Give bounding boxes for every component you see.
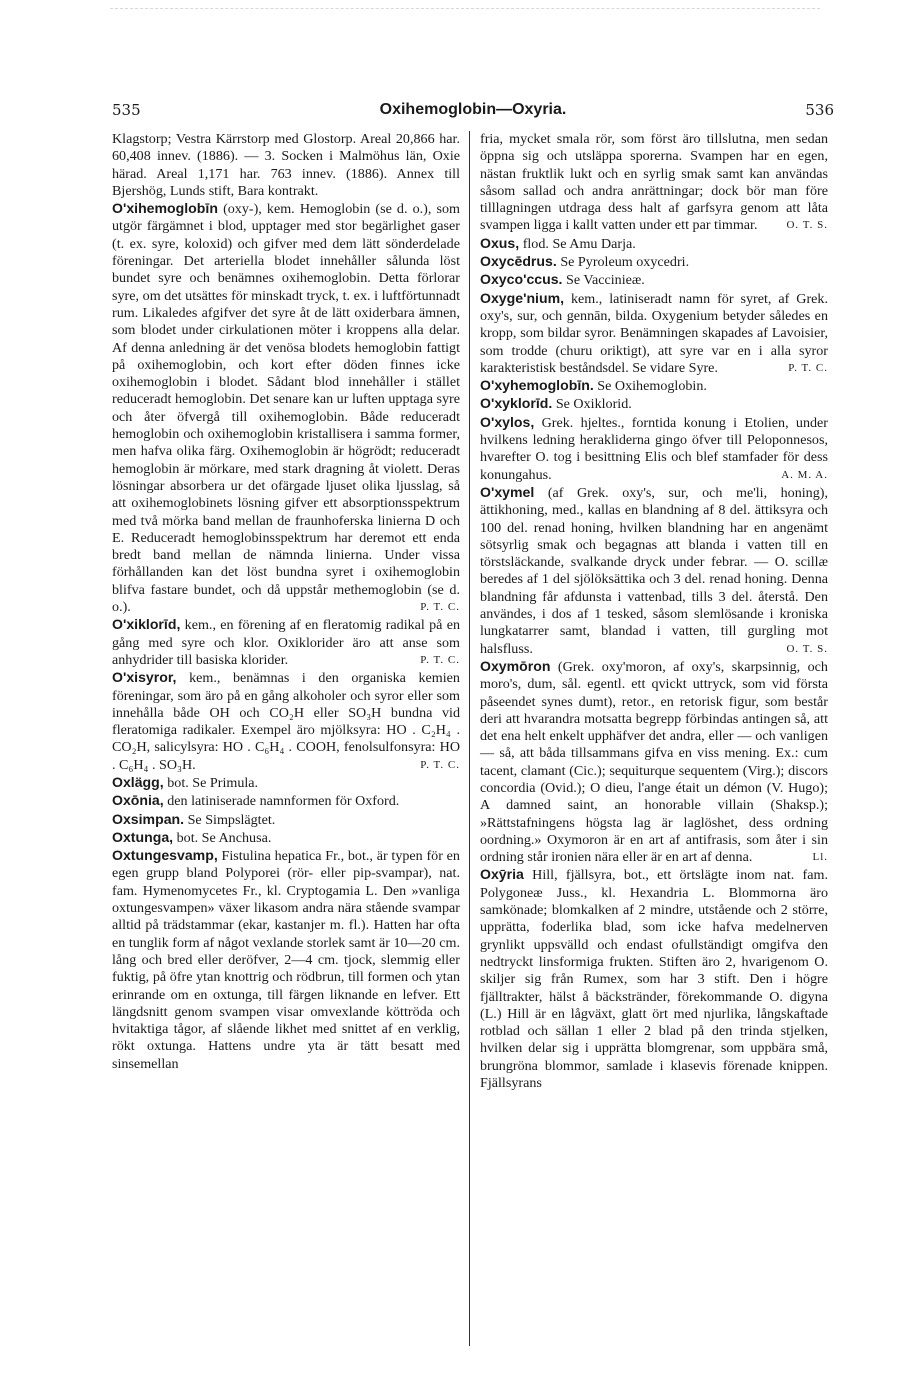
dictionary-entry: [480, 414, 828, 484]
dictionary-entry: [480, 271, 828, 289]
entry-text: Se Oxiklorid.: [555, 396, 632, 413]
entry-headword: Oxlägg,: [112, 773, 164, 790]
entry-headword: O'xihemoglobīn: [112, 200, 218, 217]
dictionary-entry: [112, 792, 460, 810]
entry-headword: Oxyge'nium,: [480, 289, 565, 306]
entry-text: (af Grek. oxy's, sur, och me'li, honing), ättikhoning, med., kallas en blandning af 8 del. ättiksyra och 100 del. renad honing, hvilken blandning har en angenämt sötsyrlig smak och begagnas att blanda i vatten till en törstsläckande, svalkande dryck under febrar. — O. scillæ beredes af 1 del sjölöksättika och 3 del. renad honing. Denna blandning får afdunsta i vattenbad, tills 3 del. återstå. Den användes, i dos af 1 tesked, såsom slemlösande i kroniska lungkatarrer samt, blandad i vatten, till gurgling mot halsfluss.: [480, 484, 828, 657]
column-divider: [469, 131, 470, 1346]
entry-text: kem., benämnas i den organiska kemien föreningar, som äro på en gång alkoholer och syror eller som innehålla både OH och CO₂H eller SO₃H bundna vid fleratomiga radikaler. Exempel äro mjölksyra: HO . C₂H₄ . CO₂H, salicylsyra: HO . C₆H₄ . COOH, fenolsulfonsyra: HO . C₆H₄ . SO₃H.: [112, 670, 460, 773]
entry-headword: Oxyco'ccus.: [480, 271, 563, 288]
entry-headword: Oxtungesvamp,: [112, 847, 218, 864]
entry-headword: O'xyklorīd.: [480, 395, 553, 412]
author-signature: Ll.: [812, 851, 828, 864]
entry-headword: O'xylos,: [480, 413, 535, 430]
entry-text: bot. Se Anchusa.: [176, 829, 272, 846]
dictionary-entry: [480, 290, 828, 377]
author-signature: P. T. C.: [420, 758, 460, 771]
author-signature: P. T. C.: [420, 601, 460, 614]
dictionary-entry: [112, 774, 460, 792]
entry-text: Klagstorp; Vestra Kärrstorp med Glostorp. Areal 20,866 har. 60,408 innev. (1886). — 3. Socken i Malmöhus län, Oxie härad. Areal 1,171 har. 763 innev. (1886). Annex till Bjershög, Lunds stift, Bara kontrakt.: [112, 131, 460, 199]
entry-headword: Oxus,: [480, 234, 520, 251]
entry-text: Se Oxihemoglobin.: [597, 378, 707, 395]
dictionary-entry: [112, 847, 460, 1073]
dictionary-entry: [112, 131, 460, 200]
entry-text: fria, mycket smala rör, som först äro tillslutna, men sedan öppna sig och utsläppa sporerna. Svampen har en egen, nästan fruktlik lukt och en syrlig smak samt kan användas såsom sallad och andra anrättningar; dock bör man före tilllagningen utdraga dess halt af garfsyra genom att låta svampen ligga i kallt vatten under ett par timmar.: [480, 131, 828, 234]
right-column: [480, 131, 828, 1092]
entry-headword: Oxȳria: [480, 866, 524, 883]
scan-top-edge: [110, 8, 820, 9]
entry-headword: O'xymel: [480, 483, 535, 500]
entry-text: Fistulina hepatica Fr., bot., är typen för en egen grupp bland Polyporei (rör- eller pip-svampar), nat. fam. Hymenomycetes Fr., kl. Cryptogamia L. Den »vanliga oxtungesvampen» växer likasom andra nära stående svampar alltid på trädstammar (ekar, kastanjer m. fl.). Hatten har ofta en tunglik form af något vexlande storlek samt är 10—20 cm. lång och bred eller deröfver, 2—4 cm. tjock, slemmig eller fuktig, på öfre ytan knottrig och rödbrun, till formen och ytan erinrande om en oxtunga, till färgen liknande en lefver. Ett längdsnitt genom svampen visar omvexlande köttröda och hvitaktiga tågor, af slående likhet med snittet af en verklig, rökt oxtunga. Hattens undre yta är tätt besatt med sinsemellan: [112, 848, 460, 1072]
entry-headword: Oxsimpan.: [112, 810, 185, 827]
entry-text: (Grek. oxy'moron, af oxy's, skarpsinnig, och moro's, dum, sål. egentl. ett qvickt uttryck, som vid första påseendet synes dumt), retor., en retorisk figur, som består deri att hvarandra motsatta begrepp förbindas antingen så, att det ena helt enkelt upphäfver det andra, eller — och vanligen — så, att båda tillsammans gifva en viss mening. Ex.: cum tacent, clamant (Cic.); sequiturque sequentem (Virg.); discors concordia (Ovid.); O dieu, l'ange était un démon (V. Hugo); A damned saint, an honorable villain (Shaksp.); »Rättstafningens högsta lag är laglöshet, dess ordning oordning.» Oxymoron är en art af antifrasis, som åter i sin ordning står ironien nära eller är en art af denna.: [480, 658, 828, 866]
author-signature: O. T. S.: [786, 219, 828, 232]
author-signature: A. M. A.: [781, 468, 828, 481]
author-signature: P. T. C.: [420, 653, 460, 666]
entry-text: bot. Se Primula.: [167, 774, 259, 791]
left-page-number: 535: [112, 101, 141, 119]
header-title: Oxihemoglobin—Oxyria.: [379, 101, 567, 118]
entry-headword: Oxōnia,: [112, 792, 164, 809]
entry-headword: O'xiklorīd,: [112, 616, 181, 633]
dictionary-entry: [480, 658, 828, 867]
dictionary-entry: [112, 811, 460, 829]
entry-text: den latiniserade namnformen för Oxford.: [167, 793, 400, 810]
entry-headword: Oxymōron: [480, 657, 551, 674]
author-signature: O. T. S.: [786, 642, 828, 655]
entry-text: flod. Se Amu Darja.: [522, 235, 636, 252]
dictionary-entry: [480, 253, 828, 271]
dictionary-entry: [480, 866, 828, 1092]
author-signature: P. T. C.: [788, 361, 828, 374]
dictionary-entry: [112, 616, 460, 669]
entry-headword: O'xyhemoglobīn.: [480, 377, 594, 394]
entry-text: kem., latiniseradt namn för syret, af Grek. oxy's, sur, och gennān, bilda. Oxygenium betyder således en kropp, som bildar syror. Benämningen skapades af Lavoisier, som trodde (churu oriktigt), att syre var en i alla syror karakteristisk beståndsdel. Se vidare Syre.: [480, 290, 828, 376]
entry-text: Se Vacciniеæ.: [566, 272, 645, 289]
dictionary-entry: [480, 395, 828, 413]
entry-text: kem., en förening af en fleratomig radikal på en gång med syre och klor. Oxiklorider äro att anse som anhydrider till basiska klorider.: [112, 617, 461, 668]
dictionary-entry: [480, 377, 828, 395]
dictionary-entry: [112, 829, 460, 847]
dictionary-entry: [480, 235, 828, 253]
entry-text: Grek. hjeltes., forntida konung i Etolien, under hvilkens ledning herakliderna gingo öfver till Peloponnesos, hvarefter O. tog i besittning Elis och blef stamfader för dess konungahus.: [480, 414, 828, 483]
entry-headword: O'xisyror,: [112, 669, 177, 686]
dictionary-entry: [112, 200, 460, 616]
dictionary-entry: [480, 484, 828, 658]
dictionary-entry: [112, 669, 460, 774]
left-column: [112, 131, 460, 1073]
running-header: [112, 95, 834, 125]
right-page-number: 536: [805, 101, 834, 119]
dictionary-entry: [480, 131, 828, 235]
entry-text: Hill, fjällsyra, bot., ett örtslägte inom nat. fam. Polygoneæ Juss., kl. Hexandria L. Blommorna äro samkönade; blomkalken af 2 mindre, utstående och 2 större, upprätta, foderlika blad, som icke hafva medelnerven grynlikt uppsvälld och endast ofullständigt omgifva den nedtryckt linsformiga frukten. Stiften äro 2, hvarigenom O. skiljer sig från Rumex, som har 3 stift. Den i högre fjälltrakter, hälst å bäckstränder, förekommande O. digyna (L.) Hill är en lågväxt, glatt ört med njurlika, långskaftade rotblad och sällan 1 eller 2 blad på den trinda stjelken, hvilken delar sig i upprätta blomgrenar, som uppbära små, brungröna blommor, samlade i klasevis förenade knippen. Fjällsyrans: [480, 867, 828, 1092]
entry-text: (oxy-), kem. Hemoglobin (se d. o.), som utgör färgämnet i blod, upptager med stor begärlighet gaser (t. ex. syre, koloxid) och gifver med dem lätt sönderdelade föreningar. Det arteriella blodet innehåller sålunda löst bundet syre och benämnes oxihemoglobin. Detta förlorar syre, om det utsättes för minskadt tryck, t. ex. i luftförtunnadt rum. Likaledes afgifver det syre åt de lätt oxiderbara ämnen, som blodet under cirkulationen möter i kroppens alla delar. Af denna anledning är det venösa blodets hemoglobin fattigt på oxihemoglobin, och kort efter döden finnes icke oxihemoglobin i blodet. Sådant blod innehåller i stället reduceradt hemoglobin. Det senare kan ur luften upptaga syre och åter öfvergå till oxihemoglobin. Både reduceradt hemoglobin och oxihemoglobin kristallisera i samma former, men hafva olika färg. Oxihemoglobin är högrödt; reduceradt hemoglobin är mörkare, med stark dragning åt violett. Deras lösningar absorbera ur det ofärgade ljuset olika ljusslag, så att oxihemoglobinets lösning gifver ett absorptionsspektrum med två mörka band mellan de fraunhoferska linierna D och E. Reduceradt hemoglobinsspektrum har deremot ett enda bredt band mellan de nämnda linierna. Under vissa förhållanden kan det löst bundna syret i oxihemoglobin blifva fastare bundet, och då uppstår methemoglobin (se d. o.).: [112, 201, 461, 616]
entry-text: Se Pyroleum oxycedri.: [560, 254, 690, 271]
entry-headword: Oxtunga,: [112, 828, 174, 845]
entry-headword: Oxycēdrus.: [480, 253, 557, 270]
entry-text: Se Simpslägtet.: [187, 811, 276, 828]
